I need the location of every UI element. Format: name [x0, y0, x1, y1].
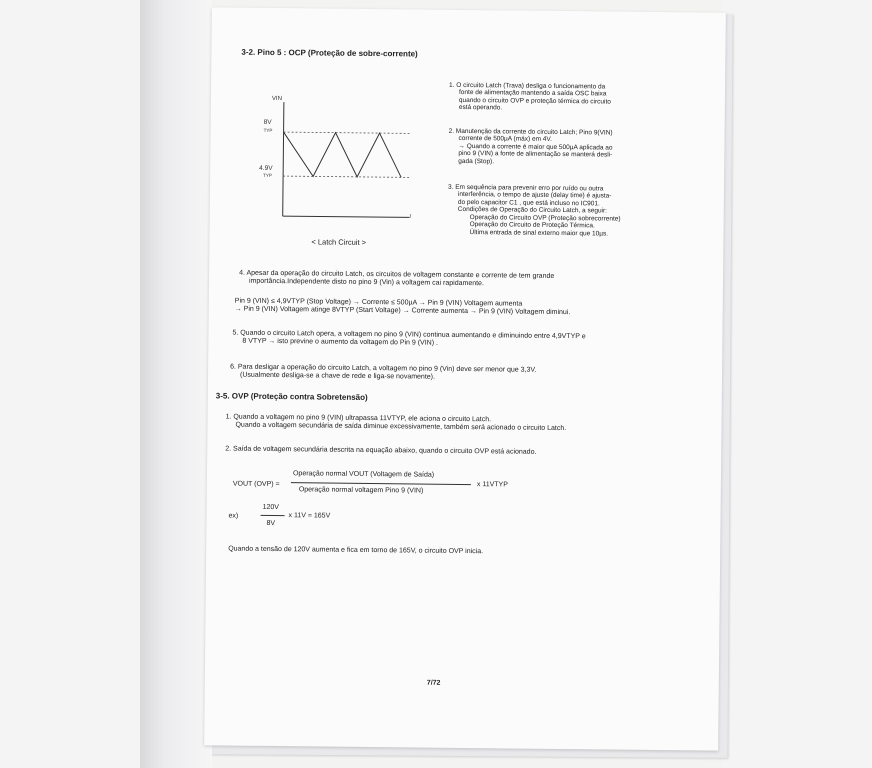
list-line: corrente de 500µA (máx) em 4V.: [458, 135, 553, 144]
ocp-paragraph-5: [232, 330, 585, 350]
list-line: do pelo capacitor C1 , que está incluso no IC901.: [457, 198, 600, 208]
text-line: Quando a voltagem secundária de saída diminue excessivamente, também será acionado o circuito Latch.: [235, 421, 567, 433]
example-numerator: 120V: [262, 503, 280, 512]
text-line: Pin 9 (VIN) ≤ 4,9VTYP (Stop Voltage) → Corrente ≤ 500µA → Pin 9 (VIN) Voltagem aumenta: [234, 297, 523, 308]
ocp-paragraph-4: [239, 270, 554, 289]
graph-ylabel: VIN: [271, 95, 282, 103]
ovp-conclusion: Quando a tensão de 120V aumenta e fica em torno de 165V, o circuito OVP inicia.: [228, 545, 484, 556]
graph-xlabel: t: [409, 213, 412, 220]
graph-label-8v: 8V: [263, 118, 272, 126]
example-label: ex): [228, 512, 239, 520]
ocp-item-1: [449, 82, 611, 114]
list-line: Operação do Circuito de Proteção Térmica.: [469, 221, 595, 230]
list-line: está operando.: [458, 104, 503, 112]
background-left: [0, 0, 140, 768]
ocp-item-3: [447, 184, 620, 238]
list-line: → Quando a corrente é maior que 500µA aplicada ao: [458, 142, 613, 152]
pin-sequence: [235, 298, 571, 318]
list-line: 3. Em sequência para prevenir erro por ruído ou outra: [447, 183, 604, 193]
graph-label-typ-1: TYP: [263, 127, 273, 133]
list-line: interferência, o tempo de ajuste (delay time) é ajusta-: [457, 191, 612, 200]
list-line: pino 9 (VIN) a fonte de alimentação se manterá desli-: [458, 150, 613, 159]
list-line: Operação do Circuito OVP (Proteção sobrecorrente): [469, 213, 621, 223]
list-line: 2. Manutenção da corrente do circuito Latch; Pino 9(VIN): [448, 127, 613, 137]
text-line: 1. Quando a voltagem no pino 9 (VIN) ultrapassa 11VTYP, ele aciona o circuito Latch.: [225, 413, 492, 424]
list-line: fonte de alimentação mantendo a saída OSC baixa: [458, 89, 607, 98]
text-line: → Pin 9 (VIN) Voltagem atinge 8VTYP (Start Voltage) → Corrente aumenta → Pin 9 (VIN) Voltagem diminui.: [234, 305, 571, 317]
equation-numerator: Operação normal VOUT (Voltagem de Saída): [292, 470, 435, 479]
section-title-ovp: 3-5. OVP (Proteção contra Sobretensão): [215, 391, 368, 402]
example-denominator: 8V: [266, 519, 276, 528]
binding-edge: [140, 0, 212, 768]
ovp-paragraph-2: 2. Saída de voltagem secundária descrita na equação abaixo, quando o circuito OVP está acionado.: [225, 445, 537, 456]
example-rhs: x 11V = 165V: [288, 512, 331, 520]
text-line: importância.Independente disto no pino 9 (Vin) a voltagem cai rapidamente.: [248, 277, 484, 288]
list-line: Última entrada de sinal externo maior que 10µs.: [469, 228, 609, 238]
text-line: (Usualmente desliga-se a chave de rede e liga-se novamente).: [239, 371, 436, 381]
equation-fraction-bar: [291, 482, 471, 485]
section-title-ocp: 3-2. Pino 5 : OCP (Proteção de sobre-corrente): [241, 47, 418, 59]
text-line: 5. Quando o circuito Latch opera, a voltagem no pino 9 (VIN) continua aumentando e diminuindo entre 4,9VTYP e: [232, 329, 586, 341]
equation-lhs: VOUT (OVP) =: [232, 480, 280, 489]
equation-denominator: Operação normal voltagem Pino 9 (VIN): [298, 486, 424, 495]
page-number: 7/72: [426, 679, 441, 687]
graph-label-4-9v: 4.9V: [259, 164, 273, 172]
text-line: 6. Para desligar a operação do circuito Latch, a voltagem no pino 9 (Vin) deve ser menor que 3,3V.: [230, 363, 537, 374]
equation-rhs: x 11VTYP: [476, 481, 508, 489]
list-line: 1. O circuito Latch (Trava) desliga o funcionamento da: [449, 81, 606, 91]
graph-caption: < Latch Circuit >: [311, 237, 367, 247]
list-line: gada (Stop).: [458, 157, 495, 166]
latch-circuit-graph: [249, 82, 421, 254]
text-line: 8 VTYP → isto previne o aumento da voltagem do Pin 9 (VIN) .: [242, 337, 439, 347]
background-right: [722, 0, 872, 768]
document-page: [204, 7, 726, 750]
graph-label-typ-2: TYP: [263, 172, 272, 178]
text-line: 4. Apesar da operação do circuito Latch, os circuitos de voltagem constante e corrente de tem grande: [239, 269, 555, 280]
ovp-paragraph-1: [225, 413, 566, 433]
ocp-paragraph-6: [230, 364, 536, 383]
example-fraction-bar: [261, 515, 285, 516]
ocp-item-2: [448, 128, 612, 167]
list-line: quando o circuito OVP e proteção térmica do circuito: [458, 96, 611, 106]
list-line: Condições de Operação do Circuito Latch, a seguir:: [457, 206, 608, 215]
